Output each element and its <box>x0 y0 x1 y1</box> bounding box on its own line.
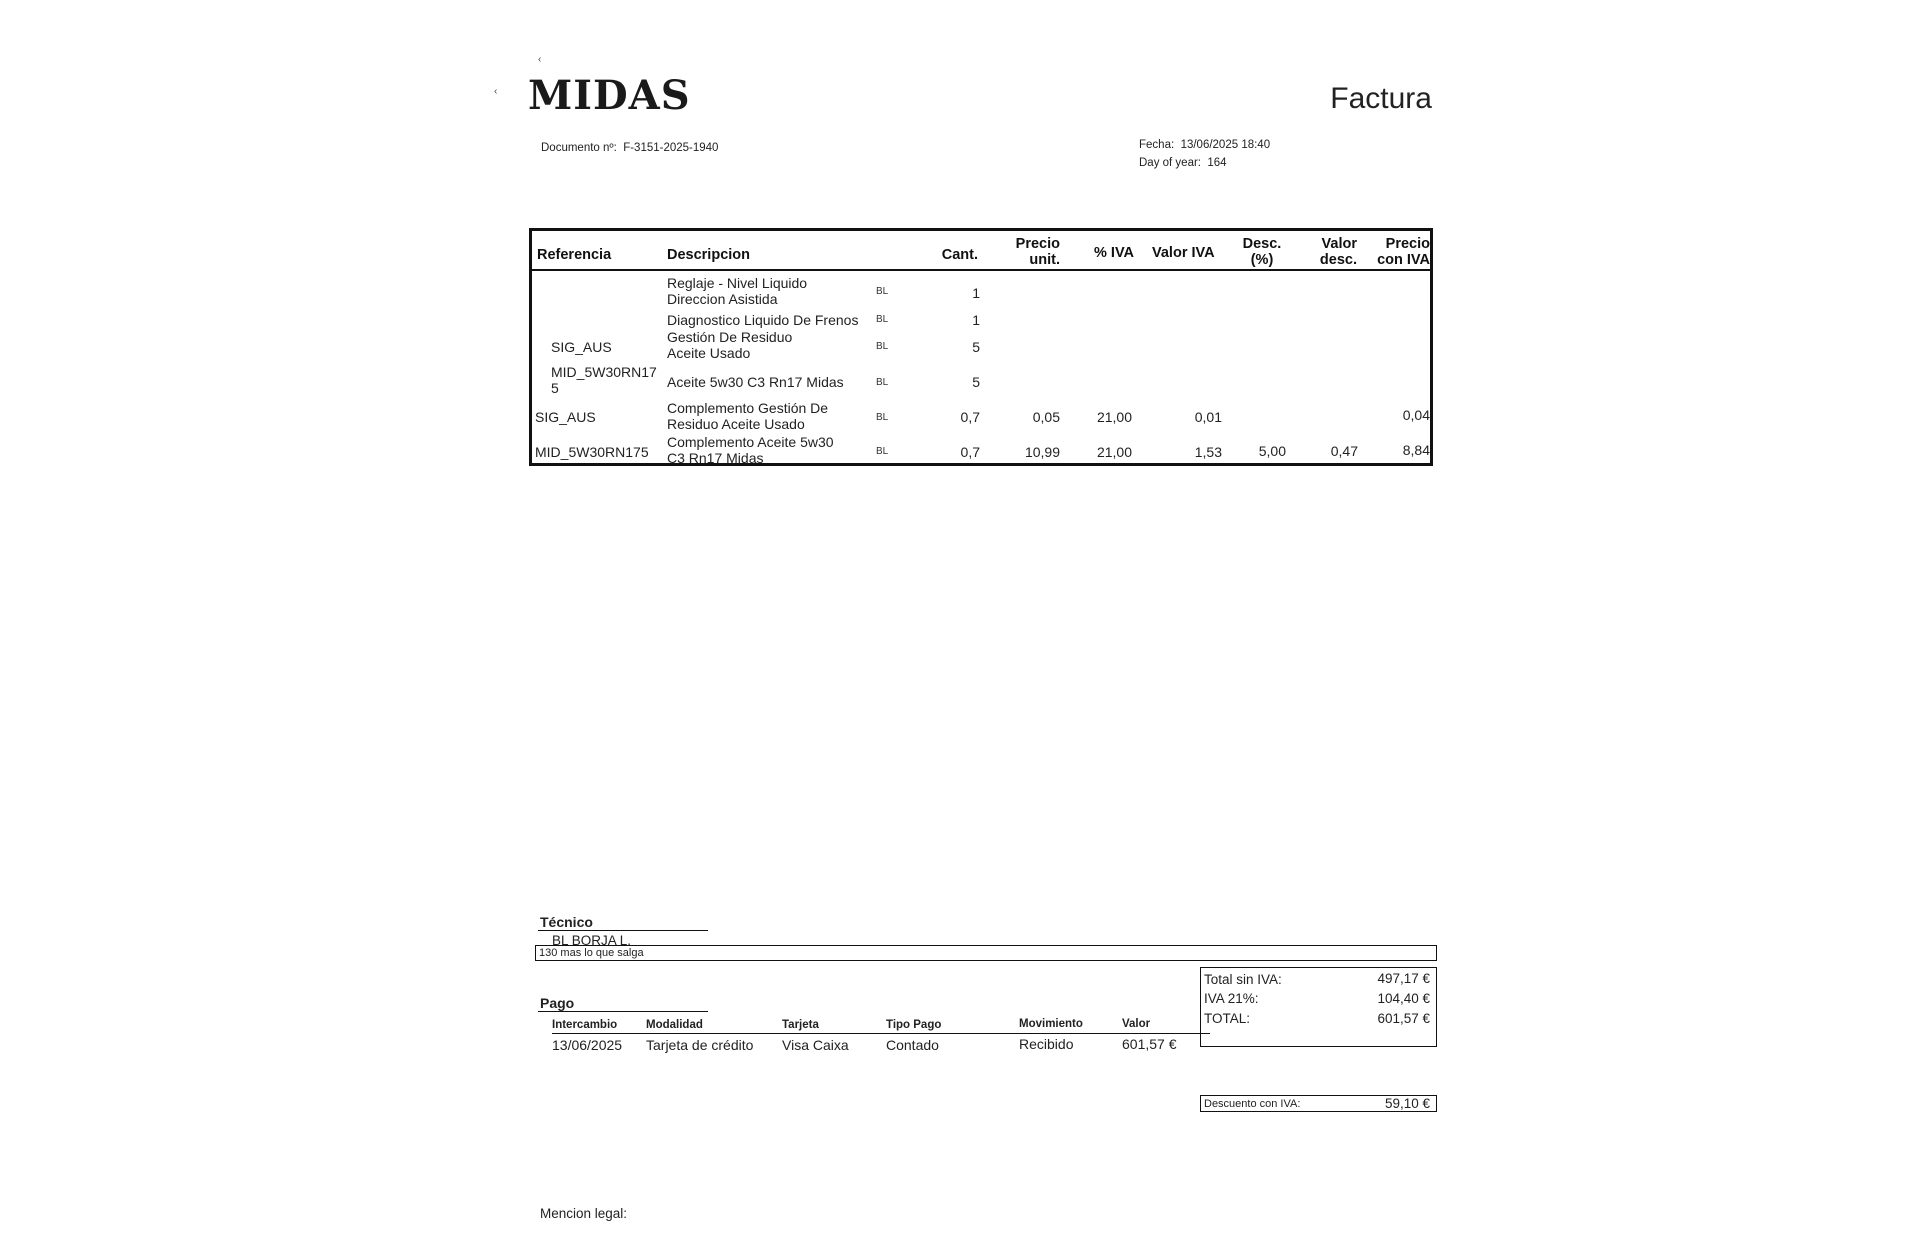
page-title: Factura <box>1330 82 1432 115</box>
row6-valor-iva: 1,53 <box>1194 444 1222 460</box>
iva-value: 104,40 € <box>1377 991 1430 1006</box>
row6-precio-con-iva: 8,84 <box>1402 442 1430 458</box>
day-value: 164 <box>1207 157 1227 169</box>
header-divider <box>532 269 1430 271</box>
col-cant: Cant. <box>941 247 978 263</box>
pago-col-intercambio: Intercambio <box>552 1019 618 1031</box>
pago-underline <box>538 1011 708 1012</box>
row6-precio-unit: 10,99 <box>1024 444 1060 460</box>
pago-col-tipo-pago: Tipo Pago <box>886 1019 942 1031</box>
documento-label: Documento nº: <box>541 142 617 154</box>
row6-cant: 0,7 <box>960 444 980 460</box>
pago-tarjeta: Visa Caixa <box>782 1037 849 1053</box>
pago-modalidad: Tarjeta de crédito <box>646 1037 754 1053</box>
row4-referencia: MID_5W30RN175 <box>551 364 657 396</box>
descuento-label: Descuento con IVA: <box>1204 1098 1301 1110</box>
pago-valor: 601,57 € <box>1122 1036 1177 1052</box>
col-precio-con-iva: Precio con IVA <box>1377 236 1430 268</box>
row3-referencia: SIG_AUS <box>551 339 612 355</box>
row4-cant: 5 <box>972 374 980 390</box>
row1-cant: 1 <box>972 285 980 301</box>
documento-number <box>541 142 718 154</box>
row6-iva: 21,00 <box>1096 444 1132 460</box>
row3-tag: BL <box>876 341 889 352</box>
pago-col-valor: Valor <box>1122 1018 1151 1030</box>
fecha-label: Fecha: <box>1139 139 1175 151</box>
fecha-value: 13/06/2025 18:40 <box>1180 139 1271 151</box>
row3-cant: 5 <box>972 339 980 355</box>
col-descripcion: Descripcion <box>667 247 750 263</box>
col-precio-unit: Precio unit. <box>1015 236 1060 268</box>
pago-col-tarjeta: Tarjeta <box>782 1019 819 1031</box>
total-value: 601,57 € <box>1377 1011 1430 1026</box>
fecha <box>1139 139 1270 151</box>
tecnico-title: Técnico <box>540 914 593 930</box>
total-label: TOTAL: <box>1204 1011 1251 1026</box>
descuento-box <box>1200 1095 1437 1112</box>
row6-desc-pct: 5,00 <box>1258 443 1286 459</box>
total-sin-iva-label: Total sin IVA: <box>1204 972 1282 987</box>
midas-logo: MIDAS <box>528 72 691 119</box>
descuento-value: 59,10 € <box>1384 1096 1430 1111</box>
row5-cant: 0,7 <box>960 409 980 425</box>
pago-movimiento: Recibido <box>1019 1036 1074 1052</box>
row5-tag: BL <box>876 412 889 423</box>
row4-descripcion: Aceite 5w30 C3 Rn17 Midas <box>667 374 844 390</box>
row2-cant: 1 <box>972 312 980 328</box>
tecnico-underline <box>538 930 708 931</box>
note-box: 130 mas lo que salga <box>535 945 1437 961</box>
row6-descripcion: Complemento Aceite 5w30 C3 Rn17 Midas <box>667 434 834 466</box>
iva-label: IVA 21%: <box>1204 991 1259 1006</box>
row2-tag: BL <box>876 314 889 325</box>
row3-descripcion: Gestión De Residuo Aceite Usado <box>667 329 793 361</box>
row5-referencia: SIG_AUS <box>535 409 596 425</box>
row5-descripcion: Complemento Gestión De Residuo Aceite Usado <box>667 400 829 432</box>
row6-referencia: MID_5W30RN175 <box>535 444 649 460</box>
col-valor-iva: Valor IVA <box>1152 245 1215 261</box>
row2-descripcion: Diagnostico Liquido De Frenos <box>667 312 859 328</box>
scan-speck: ‹ <box>538 54 542 65</box>
pago-title: Pago <box>540 995 575 1011</box>
row4-tag: BL <box>876 377 889 388</box>
pago-header-line <box>552 1033 1210 1034</box>
col-desc-pct: Desc. (%) <box>1242 236 1282 268</box>
items-table <box>529 228 1433 466</box>
row5-iva: 21,00 <box>1096 409 1132 425</box>
row5-precio-unit: 0,05 <box>1032 409 1060 425</box>
total-sin-iva-value: 497,17 € <box>1377 971 1430 986</box>
row5-precio-con-iva: 0,04 <box>1402 407 1430 423</box>
day-of-year <box>1139 157 1227 169</box>
mencion-legal: Mencion legal: <box>540 1206 628 1221</box>
pago-tipo-pago: Contado <box>886 1037 939 1053</box>
row5-valor-iva: 0,01 <box>1194 409 1222 425</box>
documento-value: F-3151-2025-1940 <box>623 142 719 154</box>
totals-box <box>1200 967 1437 1047</box>
day-label: Day of year: <box>1139 157 1201 169</box>
row6-valor-desc: 0,47 <box>1330 443 1358 459</box>
pago-intercambio: 13/06/2025 <box>552 1037 623 1053</box>
col-referencia: Referencia <box>537 247 612 263</box>
pago-col-modalidad: Modalidad <box>646 1019 703 1031</box>
row1-tag: BL <box>876 286 889 297</box>
col-iva: % IVA <box>1094 245 1135 261</box>
pago-col-movimiento: Movimiento <box>1019 1018 1083 1030</box>
row6-tag: BL <box>876 446 889 457</box>
row1-descripcion: Reglaje - Nivel Liquido Direccion Asistida <box>667 275 808 307</box>
col-valor-desc: Valor desc. <box>1319 236 1357 268</box>
tecnico-name: BL BORJA L. <box>552 933 632 948</box>
scan-speck: ‹ <box>494 86 498 97</box>
